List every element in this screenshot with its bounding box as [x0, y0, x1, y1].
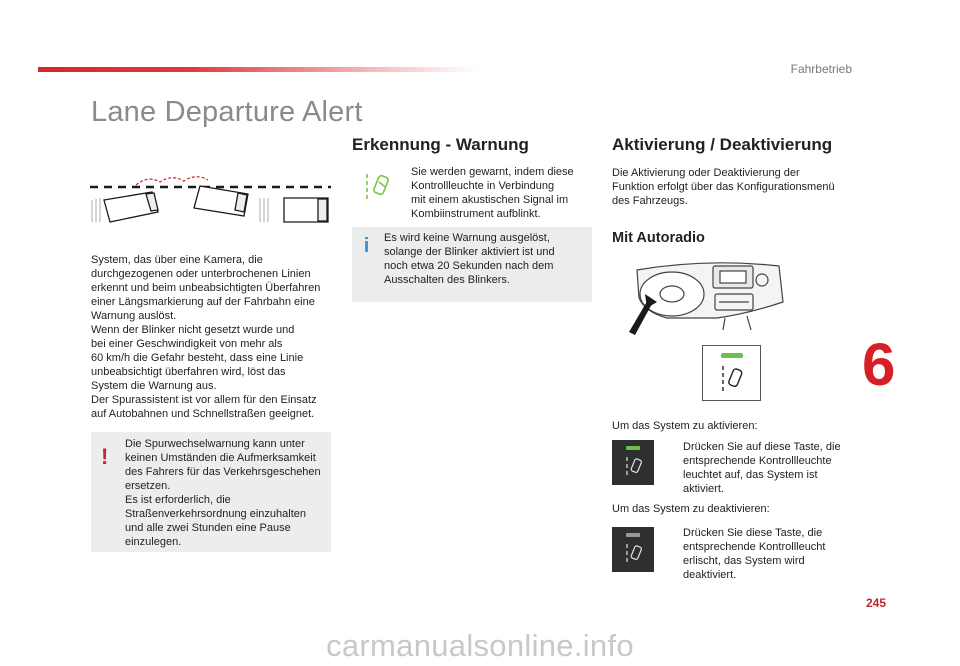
header-accent-bar — [38, 67, 478, 72]
description-line: bei einer Geschwindigkeit von mehr als — [91, 338, 283, 350]
warning-icon: ! — [101, 444, 109, 469]
step-line: entsprechende Kontrollleuchte — [683, 455, 832, 467]
warning-line: des Fahrers für das Verkehrsgeschehen — [125, 466, 321, 478]
page-title: Lane Departure Alert — [91, 96, 363, 128]
intro-line: Funktion erfolgt über das Konfigurationsmenü — [612, 181, 835, 193]
intro-line: Die Aktivierung oder Deaktivierung der — [612, 167, 800, 179]
description-line: auf Autobahnen und Schnellstraßen geeignet. — [91, 408, 315, 420]
warning-line: einzulegen. — [125, 536, 182, 548]
warning-box — [91, 432, 331, 552]
info-line: Ausschalten des Blinkers. — [384, 274, 510, 286]
radio-subheading: Mit Autoradio — [612, 230, 705, 246]
dashboard-illustration — [627, 258, 787, 336]
lane-departure-icon — [624, 455, 644, 479]
step-line: leuchtet auf, das System ist — [683, 469, 818, 481]
deactivate-step — [683, 526, 853, 582]
description-line: Warnung auslöst. — [91, 310, 177, 322]
warning-line: ersetzen. — [125, 480, 171, 492]
lane-departure-icon — [624, 542, 644, 566]
lane-assist-button-off[interactable] — [612, 527, 654, 572]
lane-departure-icon — [719, 364, 747, 394]
chapter-number: 6 — [862, 331, 896, 398]
detection-heading: Erkennung - Warnung — [352, 135, 529, 154]
step-line: Drücken Sie diese Taste, die — [683, 527, 823, 539]
warning-line: keinen Umständen die Aufmerksamkeit — [125, 452, 316, 464]
warning-text — [125, 437, 330, 549]
description-line: Wenn der Blinker nicht gesetzt wurde und — [91, 324, 295, 336]
description-line: unbeabsichtigt überfahren wird, löst das — [91, 366, 286, 378]
step-line: aktiviert. — [683, 483, 724, 495]
alert-line: Kombiinstrument aufblinkt. — [411, 208, 541, 220]
info-icon: i — [363, 235, 370, 257]
info-line: Es wird keine Warnung ausgelöst, — [384, 232, 550, 244]
activation-heading: Aktivierung / Deaktivierung — [612, 135, 833, 154]
info-line: noch etwa 20 Sekunden nach dem — [384, 260, 554, 272]
description-line: System, das über eine Kamera, die — [91, 254, 263, 266]
description-line: einer Längsmarkierung auf der Fahrbahn eine — [91, 296, 315, 308]
alert-line: Kontrollleuchte in Verbindung — [411, 180, 555, 192]
description-line: 60 km/h die Gefahr besteht, dass eine Linie — [91, 352, 304, 364]
alert-line: Sie werden gewarnt, indem diese — [411, 166, 574, 178]
description-line: System die Warnung aus. — [91, 380, 217, 392]
description-line: erkennt und beim unbeabsichtigten Überfahren — [91, 282, 321, 294]
section-header: Fahrbetrieb — [790, 62, 852, 76]
warning-line: und alle zwei Stunden eine Pause — [125, 522, 291, 534]
lane-departure-illustration — [88, 170, 333, 230]
led-off-indicator — [626, 533, 640, 537]
step-line: entsprechende Kontrollleucht — [683, 541, 826, 553]
warning-line: Es ist erforderlich, die — [125, 494, 231, 506]
info-line: solange der Blinker aktiviert ist und — [384, 246, 555, 258]
info-box — [352, 227, 592, 302]
info-text — [384, 231, 589, 287]
watermark: carmanualsonline.info — [326, 628, 634, 663]
led-on-indicator — [626, 446, 640, 450]
system-description — [91, 253, 336, 421]
deactivate-label: Um das System zu deaktivieren: — [612, 503, 770, 515]
activate-step — [683, 440, 853, 496]
intro-line: des Fahrzeugs. — [612, 195, 688, 207]
lane-assist-button-on[interactable] — [612, 440, 654, 485]
warning-line: Straßenverkehrsordnung einzuhalten — [125, 508, 307, 520]
activate-label: Um das System zu aktivieren: — [612, 420, 758, 432]
alert-line: mit einem akustischen Signal im — [411, 194, 569, 206]
description-line: Der Spurassistent ist vor allem für den Einsatz — [91, 394, 317, 406]
warning-line: Die Spurwechselwarnung kann unter — [125, 438, 305, 450]
step-line: Drücken Sie auf diese Taste, die — [683, 441, 841, 453]
lane-button-closeup — [702, 345, 761, 401]
led-on-indicator — [721, 353, 743, 358]
alert-description — [411, 165, 591, 221]
page-number: 245 — [866, 596, 887, 610]
step-line: erlischt, das System wird — [683, 555, 805, 567]
activation-intro — [612, 166, 857, 208]
step-line: deaktiviert. — [683, 569, 737, 581]
description-line: durchgezogenen oder unterbrochenen Linien — [91, 268, 311, 280]
lane-warning-lamp-icon — [364, 170, 394, 204]
